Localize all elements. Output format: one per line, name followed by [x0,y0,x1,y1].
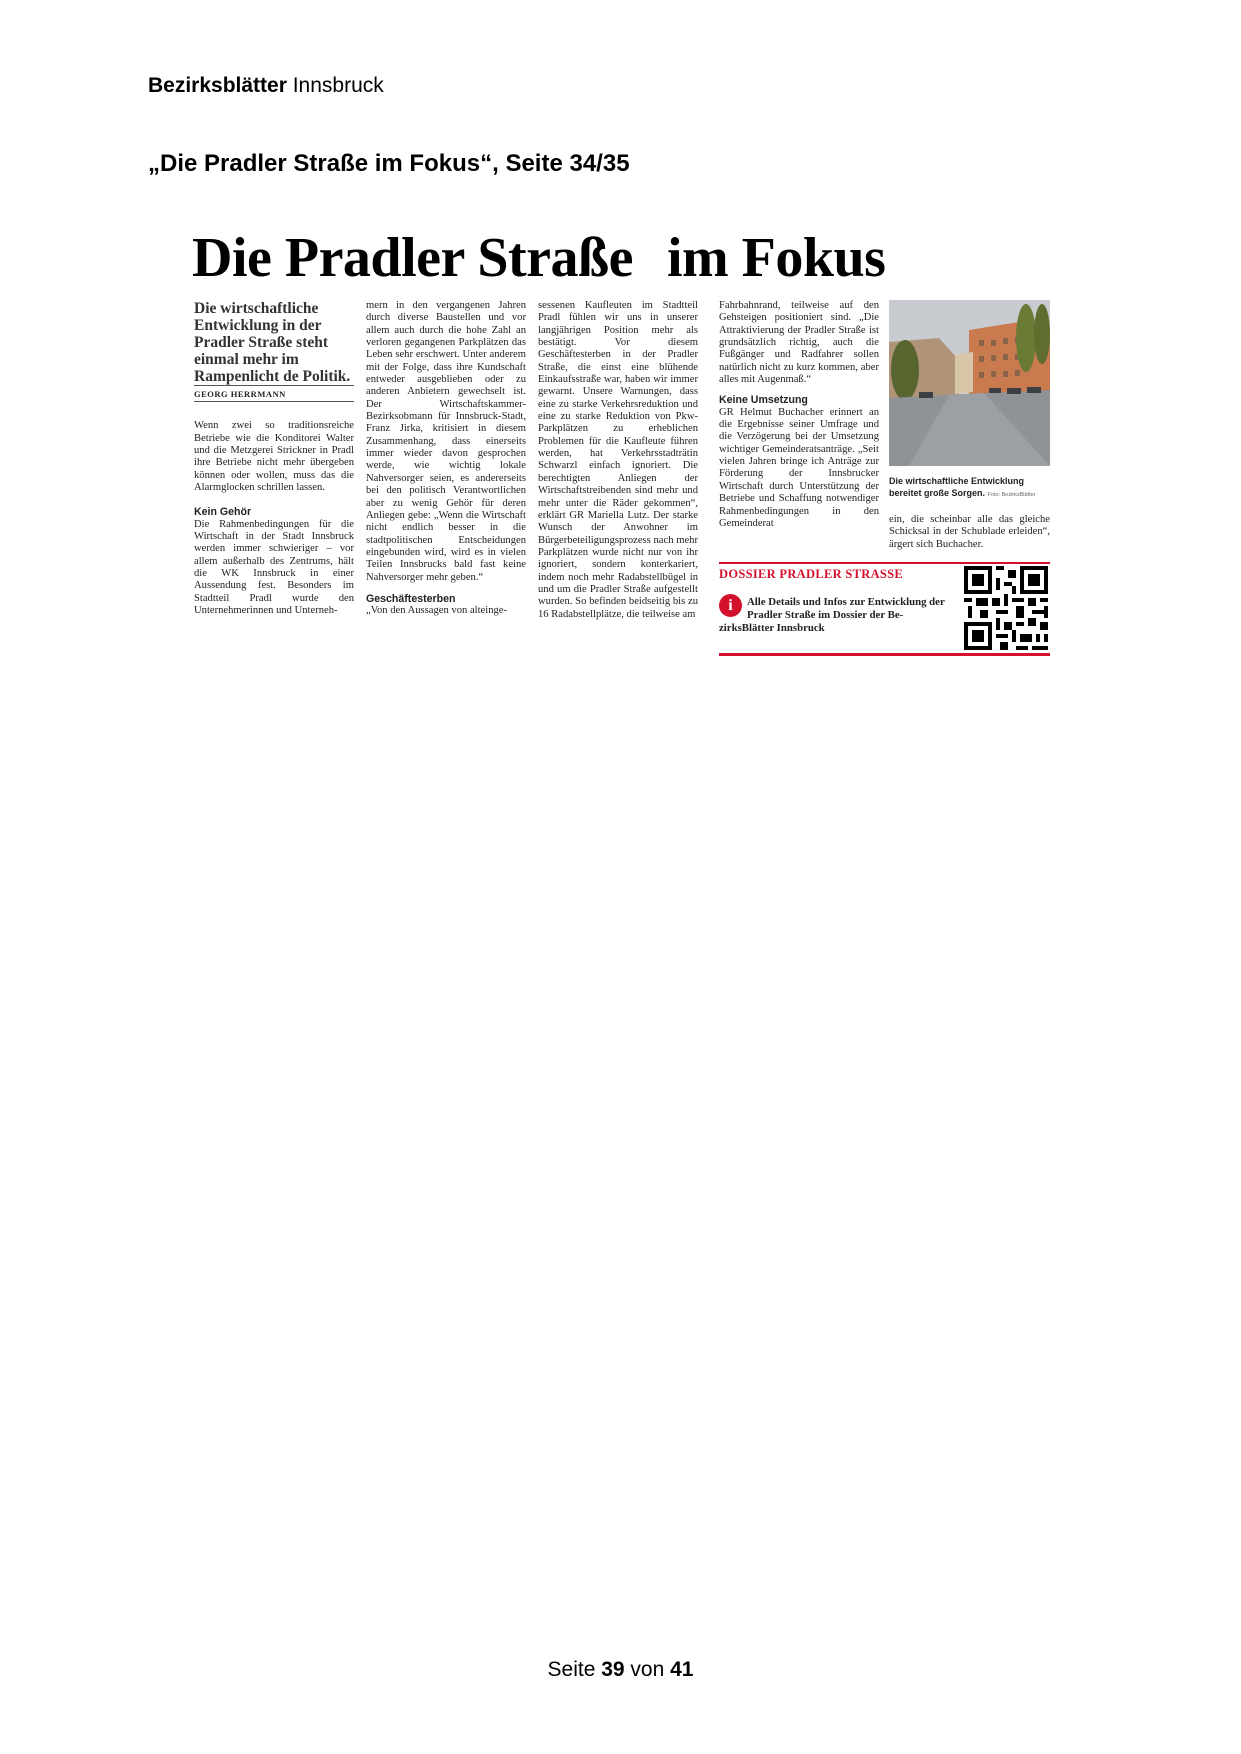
street-photo [889,300,1050,466]
headline-right: im Fokus [666,227,886,289]
dossier-title: DOSSIER PRADLER STRASSE [719,567,904,581]
footer-prefix: Seite [547,1658,602,1681]
article-headline [192,227,886,289]
column-2 [366,300,526,618]
newspaper-clipping [192,224,1052,669]
dossier-box [719,562,1050,656]
dossier-text: Alle Details und Infos zur Entwicklung der Pradler Straße im Dossier der Be- [747,596,945,621]
document-subheader: „Die Pradler Straße im Fokus“, Seite 34/35 [148,150,630,177]
paragraph: GR Helmut Buchacher erinnert an die Ergebnisse seiner Umfrage und die Verzögerung bei der Umsetzung wichtiger Gemeinderatsanträge. „Seit vielen Jahren bringe ich Anträge zur Förderung der Innsbrucker Wirtschaft durch Unterstützung der Betriebe und Schaffung notwendiger Rahmenbedingungen in den Gemeinderat [719,406,879,529]
article-lead: Die wirtschaftliche Entwicklung in der Pradler Straße steht einmal mehr im Rampenlicht de Politik. [194,300,351,385]
column-5 [889,514,1050,551]
article-byline: GEORG HERRMANN [194,385,354,402]
paragraph: ein, die scheinbar alle das gleiche Schicksal in der Schublade erleiden“, ärgert sich Buchacher. [889,514,1050,550]
photo-caption [889,475,1050,501]
paragraph: „Von den Aussagen von alteinge- [366,605,508,617]
qr-code[interactable] [964,566,1048,650]
paragraph: Wenn zwei so traditionsreiche Betriebe wie die Konditorei Walter und die Metzgerei Strickner in Pradl ihre Betriebe nicht mehr übergeben können oder wollen, muss das die Alarmglocken schrillen lassen. [194,420,354,494]
header-city: Innsbruck [286,74,384,97]
column-1 [194,300,354,618]
footer-mid: von [624,1658,671,1681]
subheading: Geschäftesterben [366,592,456,605]
paragraph: Die Rahmenbedingungen für die Wirtschaft in der Stadt Innsbruck werden immer schwieriger – vor allem außerhalb des Zentrums, hält die WK Innsbruck in einer Aussendung fest. Besonders im Stadtteil Pradl wurde den Unternehmerinnen und Unterneh- [194,518,354,617]
caption-text: Die wirtschaftliche Entwicklung bereitet große Sorgen. [889,476,1025,498]
column-4 [719,300,879,530]
paragraph: mern in den vergangenen Jahren durch diverse Baustellen und vor allem auch durch die hohe Zahl an verloren gegangenen Parkplätzen das Leben sehr erschwert. Unter anderem mit der Folge, dass ihre Kundschaft entweder ausgeblieben oder zu anderen Anbietern gewechselt ist. Der Wirtschaftskammer-Bezirksobmann für Innsbruck-Stadt, Franz Jirka, kritisiert in diesem Zusammenhang, dass einerseits immer wieder davon gesprochen werde, wie wichtig lokale Nahversorger seien, es andererseits bei den politisch Verantwortlichen aber zu wenig Gehör für deren Anliegen gebe: „Wenn die Wirtschaft nicht endlich besser in die stadtpolitischen Entscheidungen eingebunden wird, wird es in vielen Teilen Innsbrucks bald fast keine Nahversorger mehr geben.“ [366,300,526,583]
document-header [148,74,384,98]
footer-page-number: 39 [601,1658,625,1681]
paragraph: sessenen Kaufleuten im Stadtteil Pradl fühlen wir uns in unserer langjährigen Position mehr als bestätigt. Vor diesem Geschäftesterben in der Pradler Straße, die einst eine blühende Einkaufsstraße war, haben wir immer gewarnt. Unsere Warnungen, dass eine zu starke Verkehrsreduktion und eine zu starke Reduktion von Pkw-Parkplätzen zu erheblichen Problemen für die Kaufleute führen werden, hat Verkehrsstadträtin Schwarzl einfach ignoriert. Die berechtigten Anliegen der Wirtschaftstreibenden sind mehr und mehr unter die Räder gekommen“, erklärt GR Mariella Lutz. Der starke Wunsch der Anwohner im Bürgerbeteiligungsprozess nach mehr Parkplätzen wurde nicht nur von ihr ignoriert, sondern konterkariert, indem noch mehr Radabstellbügel in und um die Pradler Straße aufgestellt wurden. So befinden beidseitig bis zu 16 Radabstellplätze, die teilweise am [538,300,698,620]
paragraph: Fahrbahnrand, teilweise auf den Gehsteigen positioniert sind. „Die Attraktivierung der Pradler Straße ist grundsätzlich richtig, auch die Fußgänger und Radfahrer sollen natürlich nicht zu kurz kommen, aber alles mit Augenmaß.“ [719,300,879,386]
dossier-text-continued: zirksBlätter Innsbruck [719,622,825,634]
subheading: Keine Umsetzung [719,394,808,407]
subheading: Kein Gehör [194,506,252,519]
headline-left: Die Pradler Straße [192,227,633,289]
page-footer [0,1658,1241,1682]
photo-credit: Foto: BezirksBlätter [987,492,1036,498]
header-brand: Bezirksblätter [148,74,287,97]
info-icon: i [719,594,742,617]
footer-page-total: 41 [670,1658,694,1681]
column-3 [538,300,698,621]
